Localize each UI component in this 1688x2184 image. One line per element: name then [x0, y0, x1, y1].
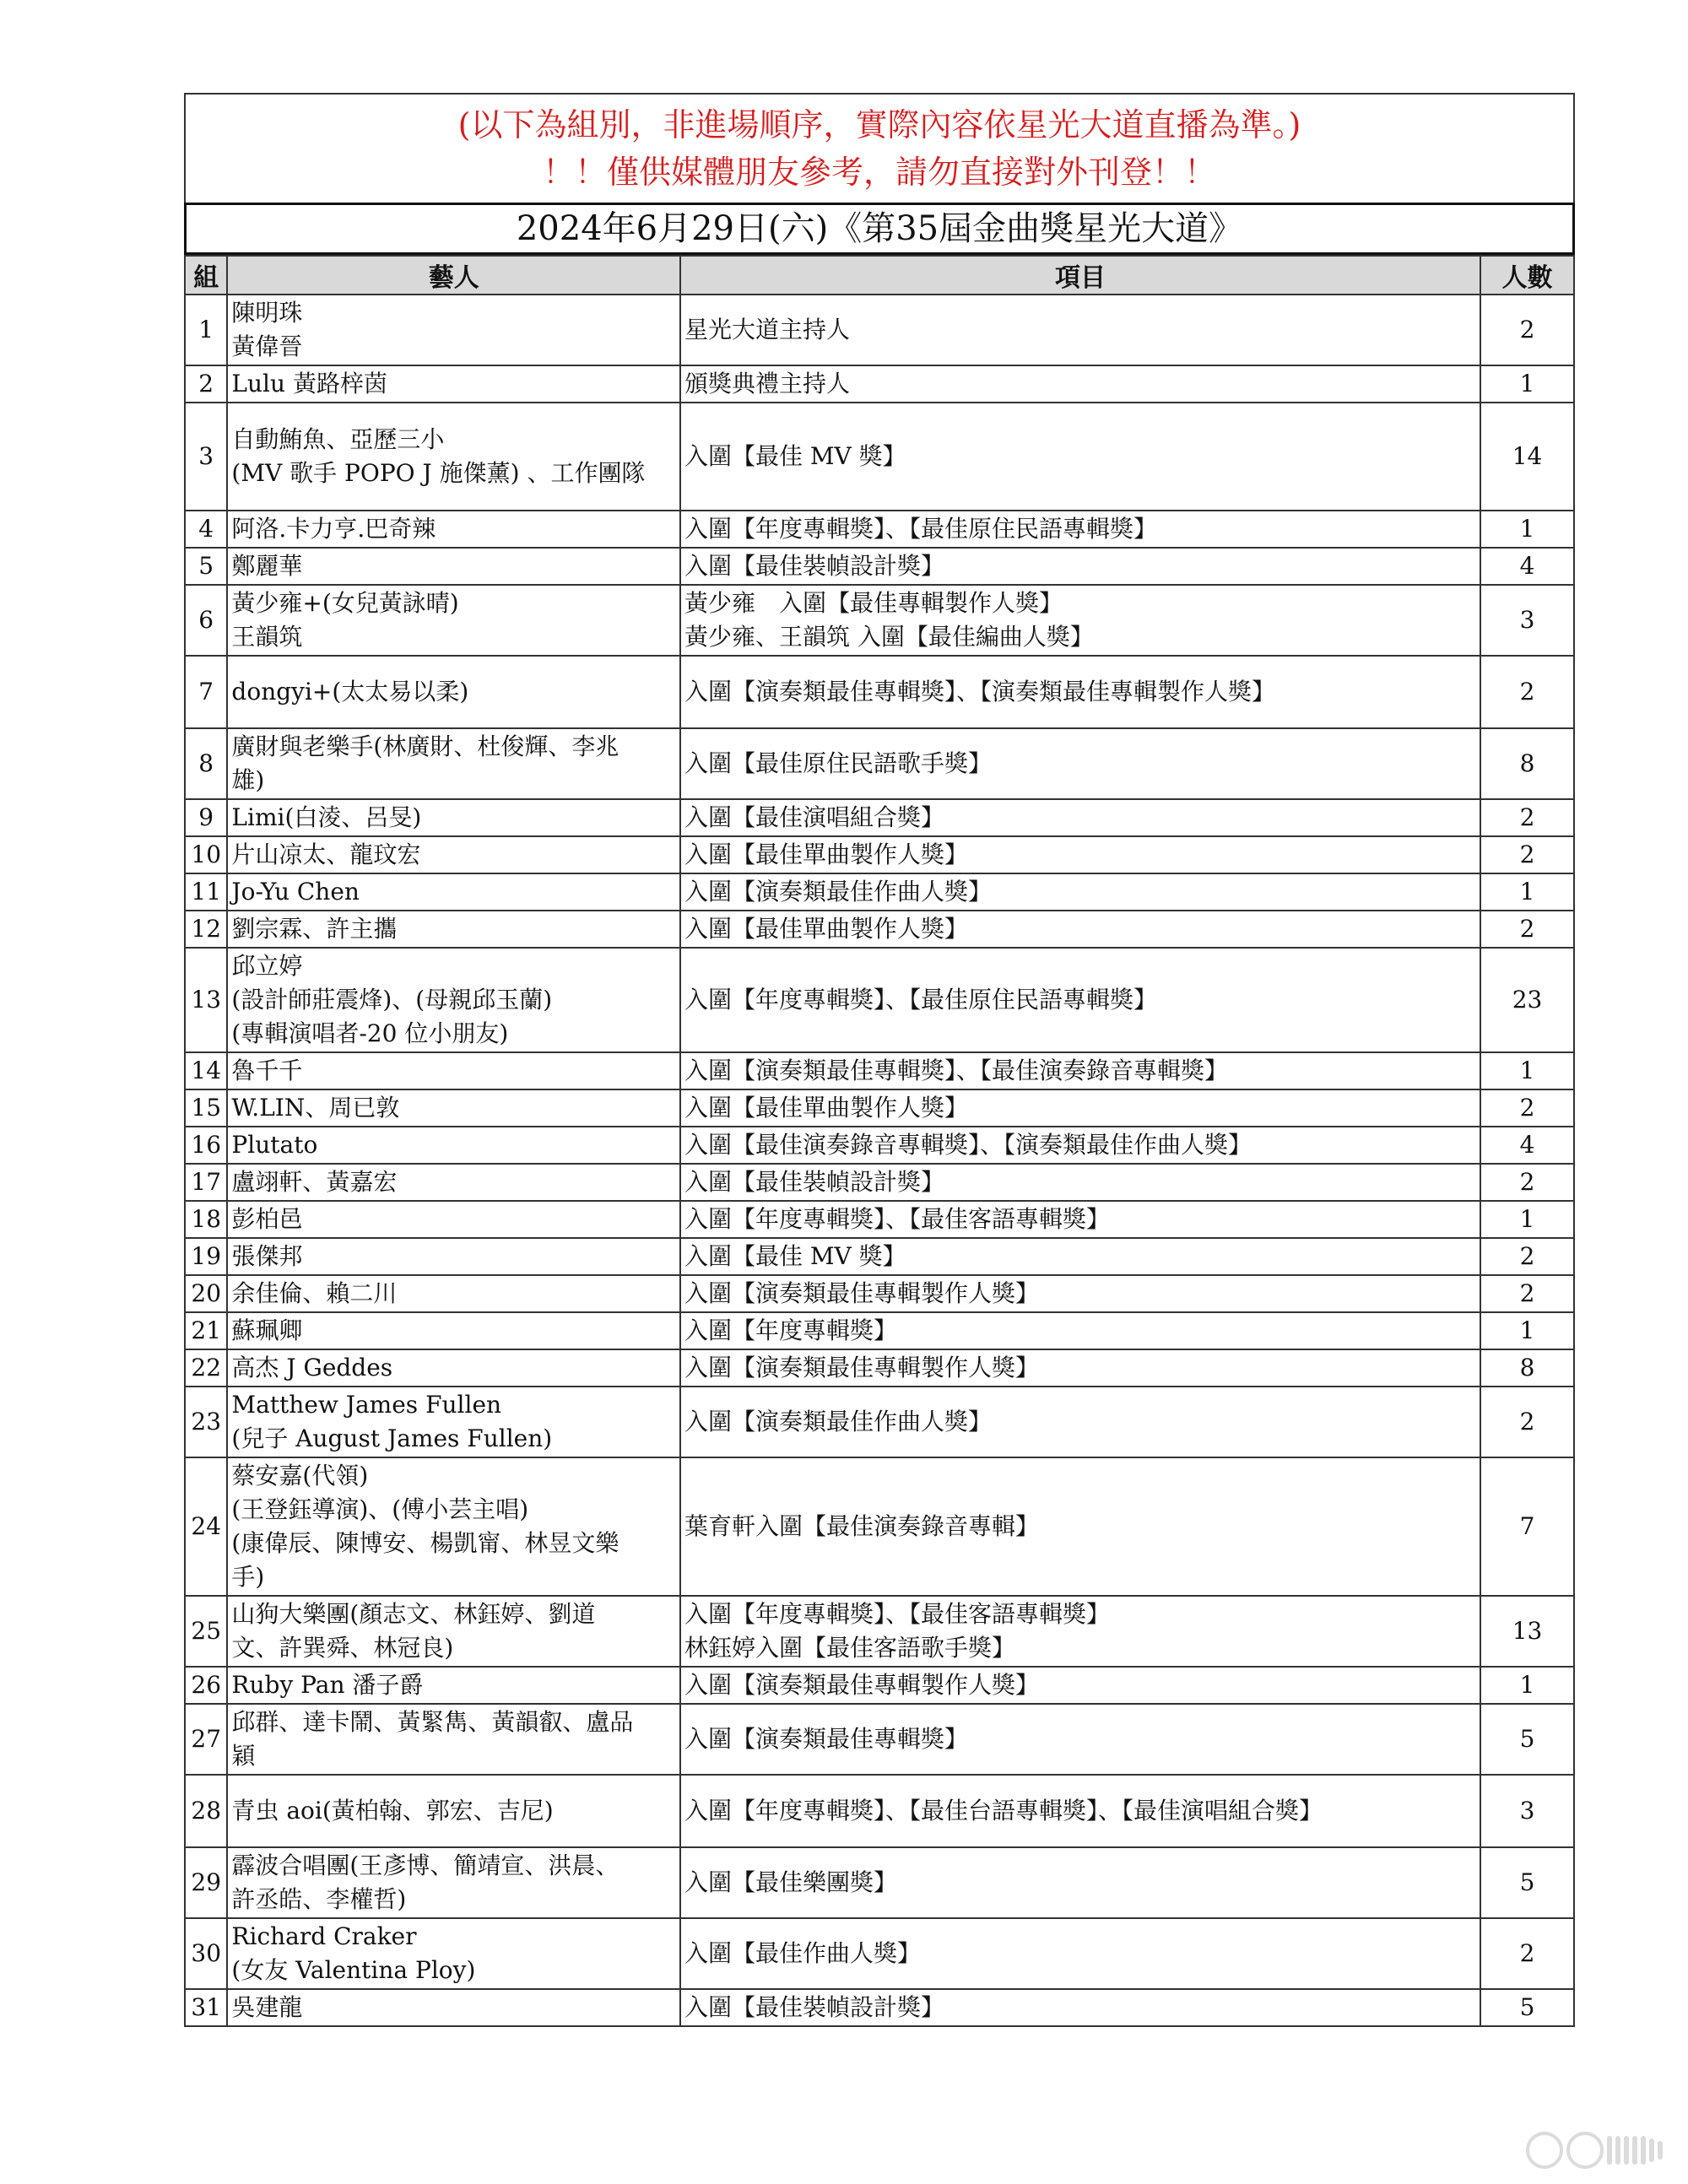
group-number: 4 [185, 511, 227, 548]
item-line: 葉育軒入圍【最佳演奏錄音專輯】 [684, 1512, 1039, 1540]
table-row [185, 1201, 1574, 1238]
notice-line-1: (以下為組別，非進場順序，實際內容依星光大道直播為準。) [457, 106, 1301, 143]
item-line: 入圍【最佳單曲製作人獎】 [684, 915, 968, 943]
table-row [185, 1238, 1574, 1275]
table-row [185, 511, 1574, 548]
artist-line: 黃少雍+(女兒黃詠晴) [231, 589, 459, 617]
item-line: 入圍【演奏類最佳作曲人獎】 [684, 1408, 992, 1435]
people-count: 14 [1480, 403, 1574, 511]
artist-line: 盧翊軒、黃嘉宏 [231, 1168, 398, 1196]
table-row [185, 295, 1574, 365]
artist-cell [227, 1457, 680, 1596]
artist-line: 高杰 J Geddes [231, 1354, 393, 1381]
people-count: 3 [1480, 585, 1574, 656]
people-count: 1 [1480, 1667, 1574, 1704]
group-number: 12 [185, 911, 227, 948]
table-row [185, 873, 1574, 911]
item-line: 黃少雍、王韻筑 入圍【最佳編曲人獎】 [684, 623, 1094, 651]
table-row [185, 799, 1574, 836]
artist-line: 魯千千 [231, 1057, 303, 1084]
table-row [185, 1704, 1574, 1775]
artist-cell [227, 836, 680, 873]
artist-line: Limi(白淩、呂旻) [231, 803, 422, 831]
group-number: 28 [185, 1775, 227, 1847]
table-row [185, 585, 1574, 656]
artist-line: Plutato [231, 1131, 318, 1159]
artist-cell [227, 1164, 680, 1201]
notice-line-2: ！！僅供媒體朋友參考，請勿直接對外刊登！！ [542, 154, 1216, 191]
artist-line: 文、許巽舜、林冠良) [231, 1634, 454, 1662]
table-row [185, 728, 1574, 799]
group-number: 15 [185, 1089, 227, 1127]
item-cell [680, 1457, 1480, 1596]
table-row [185, 403, 1574, 511]
item-line: 入圍【演奏類最佳專輯獎】 [684, 1725, 968, 1753]
artist-line: (康偉辰、陳博安、楊凱甯、林昱文樂 [231, 1529, 619, 1557]
artist-line: Richard Craker [231, 1922, 417, 1950]
people-count: 2 [1480, 295, 1574, 365]
document-sheet [184, 93, 1575, 2027]
artist-line: 張傑邦 [231, 1242, 303, 1270]
table-row [185, 911, 1574, 948]
artist-cell [227, 1201, 680, 1238]
group-number: 21 [185, 1312, 227, 1349]
table-row [185, 1127, 1574, 1164]
artist-line: 彭柏邑 [231, 1205, 303, 1233]
artist-line: 陳明珠 [231, 299, 303, 327]
item-cell [680, 1387, 1480, 1457]
artist-cell [227, 295, 680, 365]
artist-line: 蔡安嘉(代領) [231, 1462, 369, 1489]
item-cell [680, 1312, 1480, 1349]
item-cell [680, 836, 1480, 873]
artist-line: (女友 Valentina Ploy) [231, 1956, 476, 1984]
item-line: 入圍【年度專輯獎】、【最佳客語專輯獎】 [684, 1600, 1110, 1628]
group-number: 5 [185, 548, 227, 585]
group-number: 23 [185, 1387, 227, 1457]
item-line: 入圍【最佳演奏錄音專輯獎】、【演奏類最佳作曲人獎】 [684, 1131, 1252, 1159]
artist-line: 手) [231, 1563, 265, 1591]
artist-line: 黃偉晉 [231, 332, 303, 360]
artist-line: 阿洛.卡力亨.巴奇辣 [231, 515, 436, 543]
artist-cell [227, 1775, 680, 1847]
group-number: 31 [185, 1989, 227, 2026]
header-artist: 藝人 [227, 256, 680, 295]
item-cell [680, 585, 1480, 656]
people-count: 2 [1480, 1275, 1574, 1312]
item-line: 入圍【最佳 MV 獎】 [684, 1242, 906, 1270]
people-count: 8 [1480, 1349, 1574, 1387]
artist-line: 霹波合唱團(王彥博、簡靖宣、洪晨、 [231, 1852, 619, 1879]
people-count: 5 [1480, 1847, 1574, 1918]
item-line: 星光大道主持人 [684, 316, 850, 343]
artist-cell [227, 1667, 680, 1704]
group-number: 19 [185, 1238, 227, 1275]
table-row [185, 548, 1574, 585]
group-number: 9 [185, 799, 227, 836]
people-count: 2 [1480, 1918, 1574, 1989]
artist-cell [227, 1052, 680, 1089]
artist-line: 余佳倫、賴二川 [231, 1279, 398, 1307]
group-number: 2 [185, 365, 227, 403]
table-row [185, 1918, 1574, 1989]
artist-line: (兒子 August James Fullen) [231, 1424, 553, 1452]
header-count: 人數 [1480, 256, 1574, 295]
people-count: 2 [1480, 1089, 1574, 1127]
artist-cell [227, 1089, 680, 1127]
artist-cell [227, 1918, 680, 1989]
header-group: 組 [185, 256, 227, 295]
item-cell [680, 911, 1480, 948]
item-line: 入圍【年度專輯獎】、【最佳客語專輯獎】 [684, 1205, 1110, 1233]
item-cell [680, 1127, 1480, 1164]
item-line: 入圍【最佳 MV 獎】 [684, 442, 906, 470]
people-count: 2 [1480, 1387, 1574, 1457]
item-cell [680, 1238, 1480, 1275]
table-header-row [185, 256, 1574, 295]
item-cell [680, 948, 1480, 1052]
item-line: 林鈺婷入圍【最佳客語歌手獎】 [684, 1634, 1015, 1662]
artist-line: 穎 [231, 1742, 256, 1770]
item-line: 入圍【演奏類最佳專輯製作人獎】 [684, 1671, 1039, 1699]
table-row [185, 1164, 1574, 1201]
people-count: 2 [1480, 1164, 1574, 1201]
artist-line: dongyi+(太太易以柔) [231, 678, 469, 705]
table-row [185, 1349, 1574, 1387]
group-number: 17 [185, 1164, 227, 1201]
item-cell [680, 295, 1480, 365]
group-number: 29 [185, 1847, 227, 1918]
artist-cell [227, 403, 680, 511]
artist-line: Lulu 黃路梓茵 [231, 370, 387, 397]
artist-cell [227, 1275, 680, 1312]
item-line: 黃少雍 入圍【最佳專輯製作人獎】 [684, 589, 1063, 617]
artist-line: 吳建龍 [231, 1993, 303, 2021]
artist-cell [227, 585, 680, 656]
item-cell [680, 1052, 1480, 1089]
artist-cell [227, 656, 680, 728]
group-number: 11 [185, 873, 227, 911]
artist-cell [227, 948, 680, 1052]
item-cell [680, 1596, 1480, 1667]
artist-cell [227, 1349, 680, 1387]
item-line: 入圍【最佳裝幀設計獎】 [684, 1168, 944, 1196]
table-row [185, 1312, 1574, 1349]
group-number: 27 [185, 1704, 227, 1775]
table-row [185, 1275, 1574, 1312]
group-number: 10 [185, 836, 227, 873]
artist-cell [227, 511, 680, 548]
group-number: 8 [185, 728, 227, 799]
artist-line: 劉宗霖、許主攜 [231, 915, 398, 943]
item-cell [680, 1089, 1480, 1127]
people-count: 23 [1480, 948, 1574, 1052]
watermark-logo [1526, 2132, 1663, 2169]
notice-banner [184, 93, 1575, 204]
table-row [185, 656, 1574, 728]
group-number: 16 [185, 1127, 227, 1164]
item-line: 入圍【最佳演唱組合獎】 [684, 803, 944, 831]
artist-line: 片山凉太、龍玟宏 [231, 841, 421, 868]
table-row [185, 1596, 1574, 1667]
event-title: 2024年6月29日(六)《第35屆金曲獎星光大道》 [184, 203, 1575, 255]
table-row [185, 1667, 1574, 1704]
item-cell [680, 873, 1480, 911]
table-row [185, 836, 1574, 873]
artist-cell [227, 1312, 680, 1349]
artist-line: 青虫 aoi(黃柏翰、郭宏、吉尼) [231, 1797, 554, 1825]
artist-line: 廣財與老樂手(林廣財、杜俊輝、李兆 [231, 733, 619, 760]
group-number: 25 [185, 1596, 227, 1667]
people-count: 2 [1480, 656, 1574, 728]
group-number: 7 [185, 656, 227, 728]
artist-line: (MV 歌手 POPO J 施傑薰) 、工作團隊 [231, 459, 646, 487]
table-row [185, 365, 1574, 403]
item-line: 入圍【最佳樂團獎】 [684, 1868, 897, 1896]
artist-line: 邱立婷 [231, 952, 303, 980]
item-line: 入圍【年度專輯獎】、【最佳台語專輯獎】、【最佳演唱組合獎】 [684, 1797, 1323, 1825]
group-number: 13 [185, 948, 227, 1052]
people-count: 13 [1480, 1596, 1574, 1667]
item-cell [680, 403, 1480, 511]
artist-line: Matthew James Fullen [231, 1391, 502, 1419]
item-cell [680, 1164, 1480, 1201]
header-item: 項目 [680, 256, 1480, 295]
item-cell [680, 1989, 1480, 2026]
table-row [185, 948, 1574, 1052]
artist-line: (專輯演唱者-20 位小朋友) [231, 1019, 509, 1047]
participant-table [184, 255, 1575, 2027]
people-count: 2 [1480, 836, 1574, 873]
item-cell [680, 511, 1480, 548]
group-number: 14 [185, 1052, 227, 1089]
artist-line: (設計師莊震烽)、(母親邱玉蘭) [231, 986, 553, 1014]
artist-line: 雄) [231, 766, 265, 794]
table-row [185, 1457, 1574, 1596]
table-row [185, 1089, 1574, 1127]
artist-line: Ruby Pan 潘子爵 [231, 1671, 424, 1699]
table-row [185, 1847, 1574, 1918]
artist-line: 邱群、達卡鬧、黃緊雋、黃韻叡、盧品 [231, 1708, 634, 1736]
artist-cell [227, 728, 680, 799]
artist-cell [227, 548, 680, 585]
item-line: 入圍【演奏類最佳專輯獎】、【演奏類最佳專輯製作人獎】 [684, 678, 1275, 705]
item-line: 入圍【演奏類最佳專輯製作人獎】 [684, 1279, 1039, 1307]
group-number: 22 [185, 1349, 227, 1387]
group-number: 26 [185, 1667, 227, 1704]
artist-line: 山狗大樂團(顏志文、林鈺婷、劉道 [231, 1600, 596, 1628]
people-count: 4 [1480, 1127, 1574, 1164]
item-cell [680, 1201, 1480, 1238]
table-row [185, 1775, 1574, 1847]
artist-line: 鄭麗華 [231, 552, 303, 580]
item-cell [680, 1918, 1480, 1989]
table-row [185, 1989, 1574, 2026]
group-number: 18 [185, 1201, 227, 1238]
item-line: 入圍【最佳裝幀設計獎】 [684, 1993, 944, 2021]
artist-cell [227, 365, 680, 403]
artist-line: (王登鈺導演)、(傅小芸主唱) [231, 1495, 529, 1523]
item-line: 入圍【最佳單曲製作人獎】 [684, 1094, 968, 1122]
people-count: 2 [1480, 911, 1574, 948]
artist-line: Jo-Yu Chen [231, 878, 360, 905]
item-line: 入圍【最佳原住民語歌手獎】 [684, 749, 992, 777]
item-line: 入圍【演奏類最佳作曲人獎】 [684, 878, 992, 905]
people-count: 2 [1480, 799, 1574, 836]
item-cell [680, 1847, 1480, 1918]
artist-line: W.LIN、周已敦 [231, 1094, 400, 1122]
people-count: 2 [1480, 1238, 1574, 1275]
people-count: 1 [1480, 1312, 1574, 1349]
item-line: 入圍【演奏類最佳專輯製作人獎】 [684, 1354, 1039, 1381]
people-count: 1 [1480, 1201, 1574, 1238]
item-cell [680, 548, 1480, 585]
item-cell [680, 656, 1480, 728]
people-count: 4 [1480, 548, 1574, 585]
artist-cell [227, 1847, 680, 1918]
artist-cell [227, 799, 680, 836]
group-number: 6 [185, 585, 227, 656]
item-cell [680, 1349, 1480, 1387]
people-count: 3 [1480, 1775, 1574, 1847]
artist-cell [227, 1596, 680, 1667]
people-count: 5 [1480, 1704, 1574, 1775]
people-count: 8 [1480, 728, 1574, 799]
item-line: 入圍【最佳單曲製作人獎】 [684, 841, 968, 868]
group-number: 1 [185, 295, 227, 365]
item-cell [680, 1667, 1480, 1704]
artist-line: 自動鮪魚、亞歷三小 [231, 425, 445, 453]
people-count: 1 [1480, 873, 1574, 911]
item-line: 入圍【年度專輯獎】、【最佳原住民語專輯獎】 [684, 986, 1157, 1014]
watermark-circle-icon [1526, 2132, 1563, 2169]
item-cell [680, 1275, 1480, 1312]
group-number: 20 [185, 1275, 227, 1312]
item-cell [680, 365, 1480, 403]
table-row [185, 1052, 1574, 1089]
table-row [185, 1387, 1574, 1457]
item-cell [680, 1704, 1480, 1775]
item-line: 入圍【最佳作曲人獎】 [684, 1939, 921, 1967]
group-number: 24 [185, 1457, 227, 1596]
people-count: 1 [1480, 1052, 1574, 1089]
artist-cell [227, 1238, 680, 1275]
group-number: 3 [185, 403, 227, 511]
watermark-circle-icon [1566, 2132, 1604, 2169]
item-cell [680, 728, 1480, 799]
item-line: 入圍【年度專輯獎】、【最佳原住民語專輯獎】 [684, 515, 1157, 543]
people-count: 5 [1480, 1989, 1574, 2026]
artist-line: 王韻筑 [231, 623, 303, 651]
artist-line: 許丞皓、李權哲) [231, 1885, 407, 1913]
artist-cell [227, 1704, 680, 1775]
item-line: 入圍【演奏類最佳專輯獎】、【最佳演奏錄音專輯獎】 [684, 1057, 1228, 1084]
item-line: 頒獎典禮主持人 [684, 370, 850, 397]
item-cell [680, 1775, 1480, 1847]
artist-cell [227, 1989, 680, 2026]
artist-cell [227, 911, 680, 948]
people-count: 1 [1480, 511, 1574, 548]
item-line: 入圍【最佳裝幀設計獎】 [684, 552, 944, 580]
item-cell [680, 799, 1480, 836]
people-count: 7 [1480, 1457, 1574, 1596]
table-body [185, 295, 1574, 2026]
group-number: 30 [185, 1918, 227, 1989]
artist-cell [227, 1127, 680, 1164]
artist-cell [227, 1387, 680, 1457]
people-count: 1 [1480, 365, 1574, 403]
artist-line: 蘇珮卿 [231, 1316, 303, 1344]
item-line: 入圍【年度專輯獎】 [684, 1316, 897, 1344]
artist-cell [227, 873, 680, 911]
